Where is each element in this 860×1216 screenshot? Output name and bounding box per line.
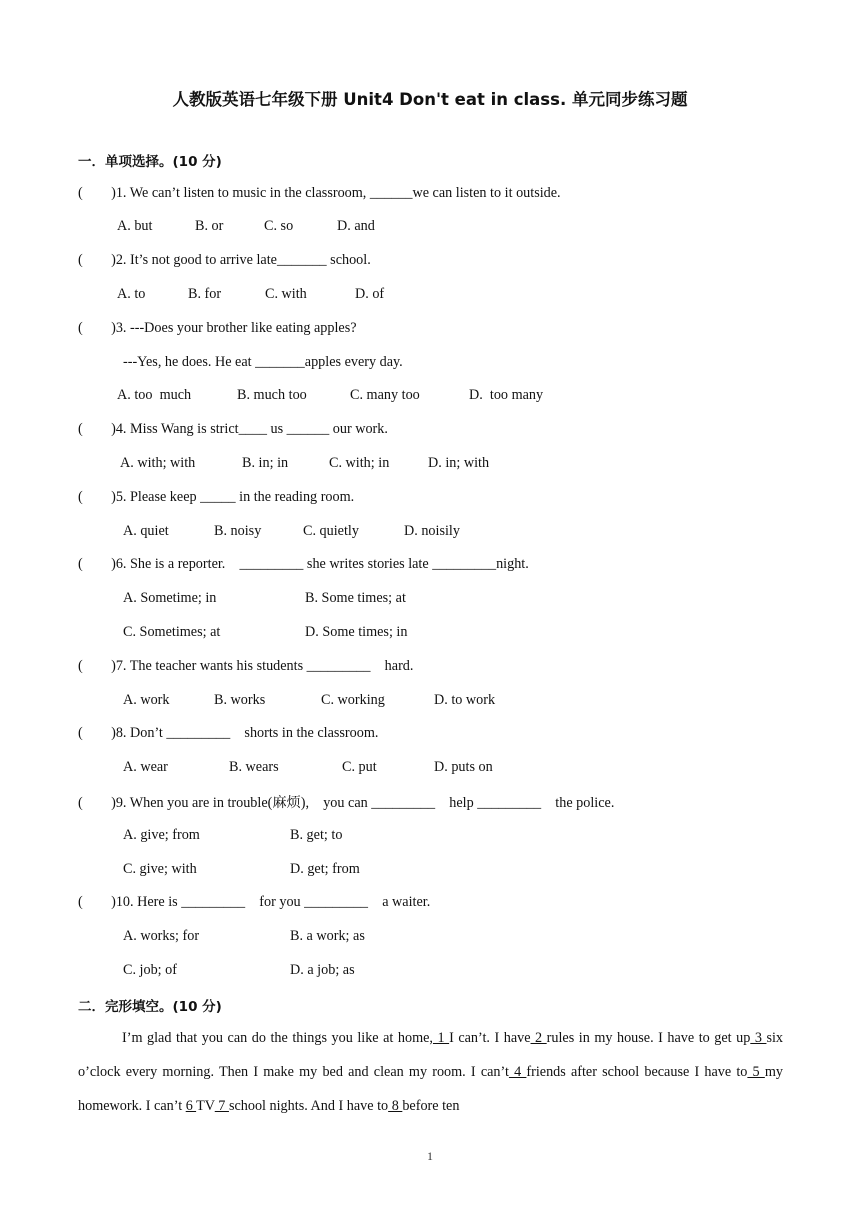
question-6-option-c: C. Sometimes; at — [123, 624, 221, 640]
question-3-option-d: D. too many — [469, 387, 544, 403]
question-9-stem: ( )9. When you are in trouble(麻烦), you can _________ help _________ the police. — [78, 795, 615, 811]
question-8-option-a: A. wear — [123, 759, 168, 775]
cloze-text: friends after school because I have to — [526, 1064, 748, 1080]
cloze-text: my homework. I can’t — [78, 1064, 783, 1114]
question-10-option-c: C. job; of — [123, 962, 177, 978]
cloze-blank-2: 2 — [530, 1030, 547, 1046]
section-heading-1: 一．单项选择。(10 分) — [78, 154, 222, 170]
question-1-option-b: B. or — [195, 218, 224, 234]
question-3-option-a: A. too much — [117, 387, 192, 403]
cloze-text: before ten — [402, 1098, 460, 1114]
cloze-text: school nights. And I have to — [228, 1098, 389, 1114]
question-9-option-d: D. get; from — [290, 861, 360, 877]
question-8-option-d: D. puts on — [434, 759, 493, 775]
cloze-blank-1: 1 — [432, 1030, 450, 1046]
question-9-option-b: B. get; to — [290, 827, 343, 843]
cloze-blank-8: 8 — [388, 1098, 403, 1114]
question-8-option-c: C. put — [342, 759, 377, 775]
question-10-stem: ( )10. Here is _________ for you _________ a waiter. — [78, 894, 431, 910]
question-9-option-a: A. give; from — [123, 827, 200, 843]
question-2-stem: ( )2. It’s not good to arrive late_______ school. — [78, 252, 371, 268]
question-10-option-b: B. a work; as — [290, 928, 365, 944]
cloze-text: six o’clock every morning. Then I make my bed and clean my room. I can’t — [78, 1030, 783, 1080]
question-5-option-a: A. quiet — [123, 523, 169, 539]
question-3-stem-reply: ---Yes, he does. He eat _______apples every day. — [123, 354, 403, 370]
question-1-option-c: C. so — [264, 218, 294, 234]
cloze-blank-7: 7 — [214, 1098, 229, 1114]
question-6-stem: ( )6. She is a reporter. _________ she writes stories late _________night. — [78, 556, 529, 572]
cloze-blank-3: 3 — [750, 1030, 767, 1046]
question-2-option-d: D. of — [355, 286, 385, 302]
question-6-option-d: D. Some times; in — [305, 624, 408, 640]
cloze-blank-5: 5 — [747, 1064, 765, 1080]
question-7-stem: ( )7. The teacher wants his students _________ hard. — [78, 658, 414, 674]
cloze-text: I’m glad that you can do the things you like at home, — [122, 1030, 433, 1046]
question-4-option-c: C. with; in — [329, 455, 390, 471]
question-5-option-c: C. quietly — [303, 523, 359, 539]
question-4-option-a: A. with; with — [120, 455, 196, 471]
question-4-option-d: D. in; with — [428, 455, 490, 471]
section-heading-2: 二．完形填空。(10 分) — [78, 999, 222, 1015]
cloze-blank-6: 6 — [185, 1098, 197, 1114]
cloze-text: rules in my house. I have to get up — [546, 1030, 751, 1046]
question-2-option-a: A. to — [117, 286, 146, 302]
question-2-option-c: C. with — [265, 286, 307, 302]
question-3-option-b: B. much too — [237, 387, 307, 403]
question-3-stem: ( )3. ---Does your brother like eating apples? — [78, 320, 357, 336]
question-7-option-d: D. to work — [434, 692, 496, 708]
page-title: 人教版英语七年级下册 Unit4 Don't eat in class. 单元同步练习题 — [172, 90, 688, 109]
question-10-option-d: D. a job; as — [290, 962, 355, 978]
question-10-option-a: A. works; for — [123, 928, 200, 944]
cloze-text: I can’t. I have — [449, 1030, 531, 1046]
question-5-stem: ( )5. Please keep _____ in the reading room. — [78, 489, 355, 505]
question-2-option-b: B. for — [188, 286, 222, 302]
question-7-option-c: C. working — [321, 692, 385, 708]
question-4-stem: ( )4. Miss Wang is strict____ us ______ our work. — [78, 421, 388, 437]
question-9-option-c: C. give; with — [123, 861, 197, 877]
question-4-option-b: B. in; in — [242, 455, 289, 471]
question-8-stem: ( )8. Don’t _________ shorts in the classroom. — [78, 725, 379, 741]
question-1-stem: ( )1. We can’t listen to music in the classroom, ______we can listen to it outside. — [78, 185, 561, 201]
question-6-option-a: A. Sometime; in — [123, 590, 217, 606]
cloze-text: TV — [196, 1098, 215, 1114]
question-7-option-b: B. works — [214, 692, 266, 708]
question-5-option-b: B. noisy — [214, 523, 262, 539]
question-6-option-b: B. Some times; at — [305, 590, 406, 606]
question-3-option-c: C. many too — [350, 387, 420, 403]
question-8-option-b: B. wears — [229, 759, 279, 775]
cloze-passage — [78, 1021, 783, 1123]
question-1-option-d: D. and — [337, 218, 375, 234]
page-number: 1 — [427, 1149, 433, 1163]
cloze-blank-4: 4 — [508, 1064, 527, 1080]
question-5-option-d: D. noisily — [404, 523, 460, 539]
question-1-option-a: A. but — [117, 218, 153, 234]
question-7-option-a: A. work — [123, 692, 170, 708]
